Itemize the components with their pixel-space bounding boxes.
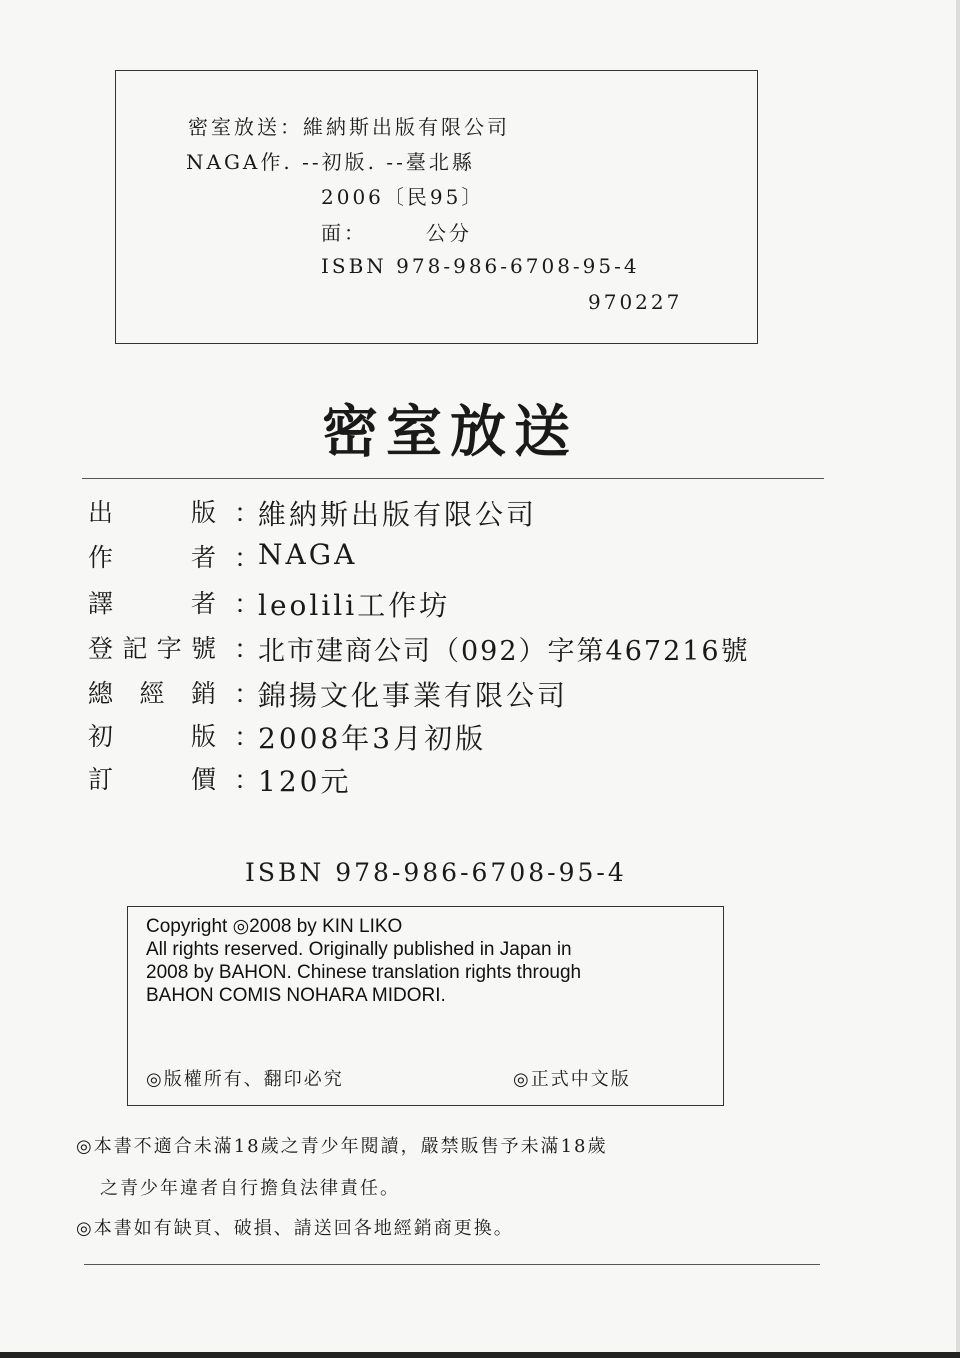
cip-title-line: 密室放送：維納斯出版有限公司 bbox=[188, 115, 510, 139]
age-warning-line-2: 之青少年違者自行擔負法律責任。 bbox=[100, 1178, 400, 1199]
page-right-edge bbox=[956, 0, 960, 1352]
copyright-line: 2008 by BAHON. Chinese translation rights through bbox=[146, 962, 582, 983]
book-title: 密室放送 bbox=[322, 399, 578, 465]
isbn-number: ISBN 978-986-6708-95-4 bbox=[245, 858, 627, 887]
copyright-text bbox=[146, 915, 726, 1007]
cip-size-line: 面： 公分 bbox=[321, 221, 472, 245]
info-colon: ： bbox=[234, 499, 261, 529]
info-colon: ： bbox=[234, 544, 261, 574]
info-value-translator: leolili工作坊 bbox=[258, 589, 451, 622]
copyright-line: BAHON COMIS NOHARA MIDORI. bbox=[146, 985, 446, 1006]
cip-isbn-line: ISBN 978-986-6708-95-4 bbox=[321, 254, 640, 278]
official-edition-note: ◎正式中文版 bbox=[513, 1069, 631, 1090]
info-colon: ： bbox=[234, 680, 261, 710]
copyright-line: Copyright ◎2008 by KIN LIKO bbox=[146, 916, 403, 937]
copyright-line: All rights reserved. Originally published in Japan in bbox=[146, 939, 572, 960]
info-label-author: 作 者 bbox=[88, 543, 216, 572]
age-warning-line-1: ◎本書不適合未滿18歲之青少年閱讀，嚴禁販售予未滿18歲 bbox=[76, 1136, 608, 1157]
info-label-translator: 譯 者 bbox=[88, 589, 216, 618]
defect-return-notice: ◎本書如有缺頁、破損、請送回各地經銷商更換。 bbox=[76, 1218, 514, 1239]
info-colon: ： bbox=[234, 635, 261, 665]
info-value-author: NAGA bbox=[258, 538, 358, 571]
info-colon: ： bbox=[234, 723, 261, 753]
info-colon: ： bbox=[234, 590, 261, 620]
bottom-divider bbox=[84, 1264, 820, 1265]
title-divider bbox=[82, 478, 824, 479]
info-value-distributor: 錦揚文化事業有限公司 bbox=[258, 679, 569, 712]
cip-author-line: NAGA作. --初版. --臺北縣 bbox=[186, 150, 475, 174]
info-value-edition: 2008年3月初版 bbox=[258, 722, 487, 755]
info-value-registration: 北市建商公司（092）字第467216號 bbox=[258, 636, 750, 667]
copyright-box bbox=[127, 906, 724, 1106]
info-value-publisher: 維納斯出版有限公司 bbox=[258, 498, 538, 531]
info-label-price: 訂 價 bbox=[88, 765, 216, 794]
rights-reserved-note: ◎版權所有、翻印必究 bbox=[146, 1069, 344, 1090]
cip-number-line: 970227 bbox=[588, 290, 683, 314]
cip-catalog-box bbox=[115, 70, 758, 344]
info-label-registration: 登 記 字 號 bbox=[88, 634, 216, 663]
page-bottom-edge bbox=[0, 1352, 960, 1358]
info-label-edition: 初 版 bbox=[88, 722, 216, 751]
info-value-price: 120元 bbox=[258, 765, 352, 798]
info-label-distributor: 總 經 銷 bbox=[88, 679, 216, 708]
cip-year-line: 2006〔民95〕 bbox=[321, 185, 485, 209]
info-colon: ： bbox=[234, 766, 261, 796]
info-label-publisher: 出 版 bbox=[88, 498, 216, 527]
